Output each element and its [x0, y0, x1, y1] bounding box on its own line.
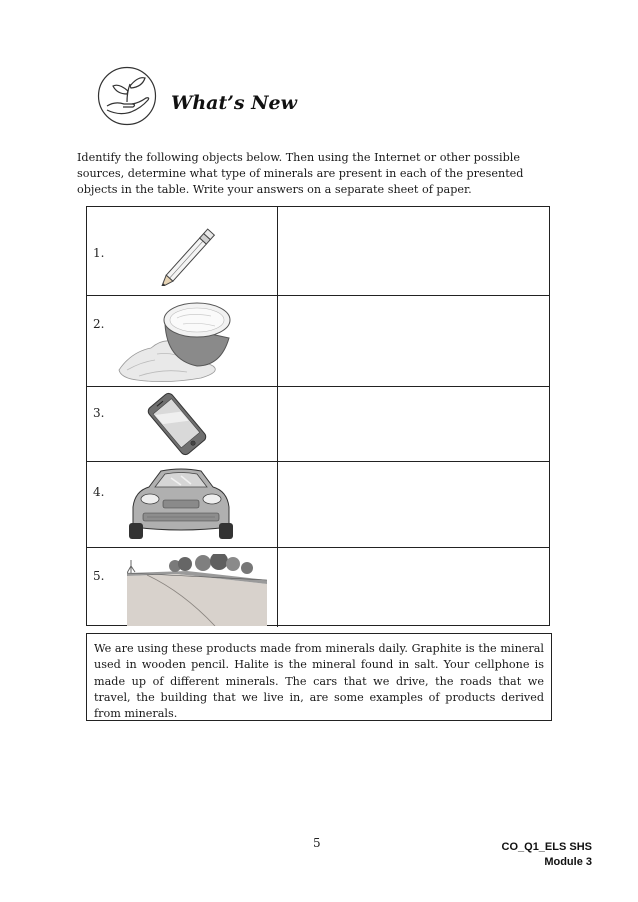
table-row — [87, 462, 549, 548]
answer-cell — [278, 207, 549, 295]
explanation-box: We are using these products made from minerals daily. Graphite is the mineral used in wooden pencil. Halite is the mineral found in salt. Your cellphone is made up of different minerals. The cars that we drive, the roads that we travel, the building that we live in, are some examples of products derived from minerals. — [86, 633, 552, 721]
page-number: 5 — [313, 836, 321, 850]
module-label: Module 3 — [544, 856, 592, 868]
page-title: What’s New — [171, 92, 297, 114]
pencil-icon — [157, 222, 227, 286]
answer-cell — [278, 548, 549, 627]
hand-holding-plant-icon — [97, 66, 157, 126]
row-number: 5. — [93, 569, 105, 583]
table-row — [87, 548, 549, 627]
section-header — [97, 66, 417, 126]
answer-cell — [278, 296, 549, 386]
road-icon — [127, 554, 267, 626]
object-cell — [87, 387, 278, 461]
row-number: 1. — [93, 246, 105, 260]
table-row — [87, 387, 549, 462]
objects-table — [86, 206, 550, 626]
course-code: CO_Q1_ELS SHS — [501, 841, 592, 853]
object-cell — [87, 296, 278, 386]
table-row — [87, 296, 549, 387]
cellphone-icon — [142, 389, 212, 459]
row-number: 2. — [93, 317, 105, 331]
answer-cell — [278, 387, 549, 461]
footer-code — [502, 840, 592, 870]
instructions-paragraph: Identify the following objects below. Then using the Internet or other possible sources, determine what type of minerals are present in each of the presented objects in the table. Write your answers on a separate sheet of paper. — [77, 151, 524, 196]
table-row — [87, 207, 549, 296]
car-icon — [125, 467, 237, 543]
answer-cell — [278, 462, 549, 547]
row-number: 3. — [93, 406, 105, 420]
row-number: 4. — [93, 485, 105, 499]
object-cell — [87, 207, 278, 295]
object-cell — [87, 548, 278, 627]
object-cell — [87, 462, 278, 547]
salt-bowl-icon — [117, 296, 237, 384]
